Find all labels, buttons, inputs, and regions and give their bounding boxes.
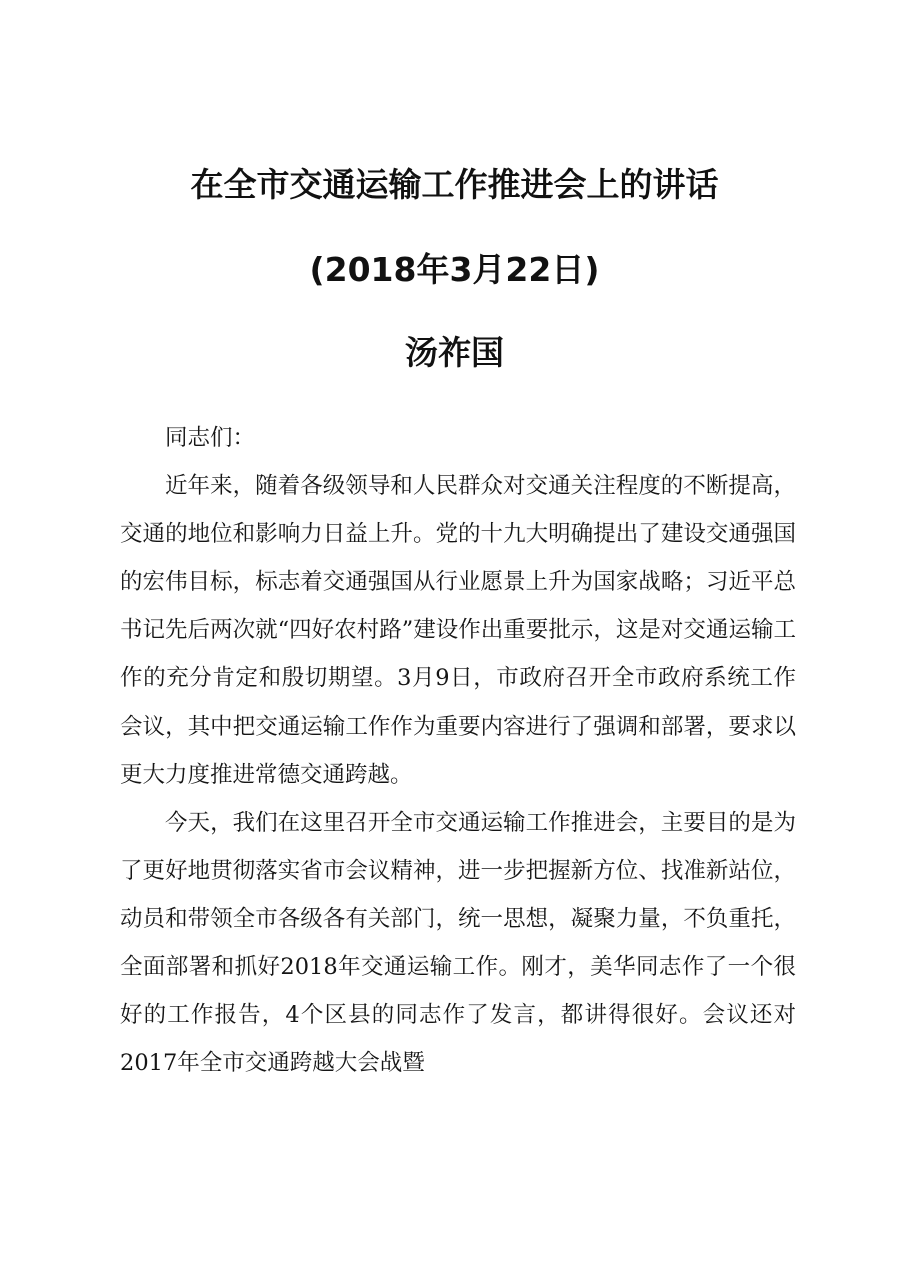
salutation: 同志们： (165, 425, 256, 451)
paragraph-2: 今天，我们在这里召开全市交通运输工作推进会，主要目的是为了更好地贯彻落实省市会议精神，进一步把握新方位、找准新站位，动员和带领全市各级各有关部门，统一思想，凝聚力量，不负重托，全面部署和抓好2018年交通运输工作。刚才，美华同志作了一个很好的工作报告，4个区县的同志作了发言，都讲得很好。会议还对2017年全市交通跨越大会战暨 (120, 809, 796, 1077)
document-date: (2018年3月22日) (309, 250, 600, 289)
document-title: 在全市交通运输工作推进会上的讲话 (190, 165, 719, 204)
speaker-name: 汤祚国 (405, 333, 504, 372)
document-body (120, 414, 796, 1087)
paragraph-1: 近年来，随着各级领导和人民群众对交通关注程度的不断提高，交通的地位和影响力日益上升。党的十九大明确提出了建设交通强国的宏伟目标，标志着交通强国从行业愿景上升为国家战略；习近平总书记先后两次就“四好农村路”建设作出重要批示，这是对交通运输工作的充分肯定和殷切期望。3月9日，市政府召开全市政府系统工作会议，其中把交通运输工作作为重要内容进行了强调和部署，要求以更大力度推进常德交通跨越。 (120, 473, 796, 788)
